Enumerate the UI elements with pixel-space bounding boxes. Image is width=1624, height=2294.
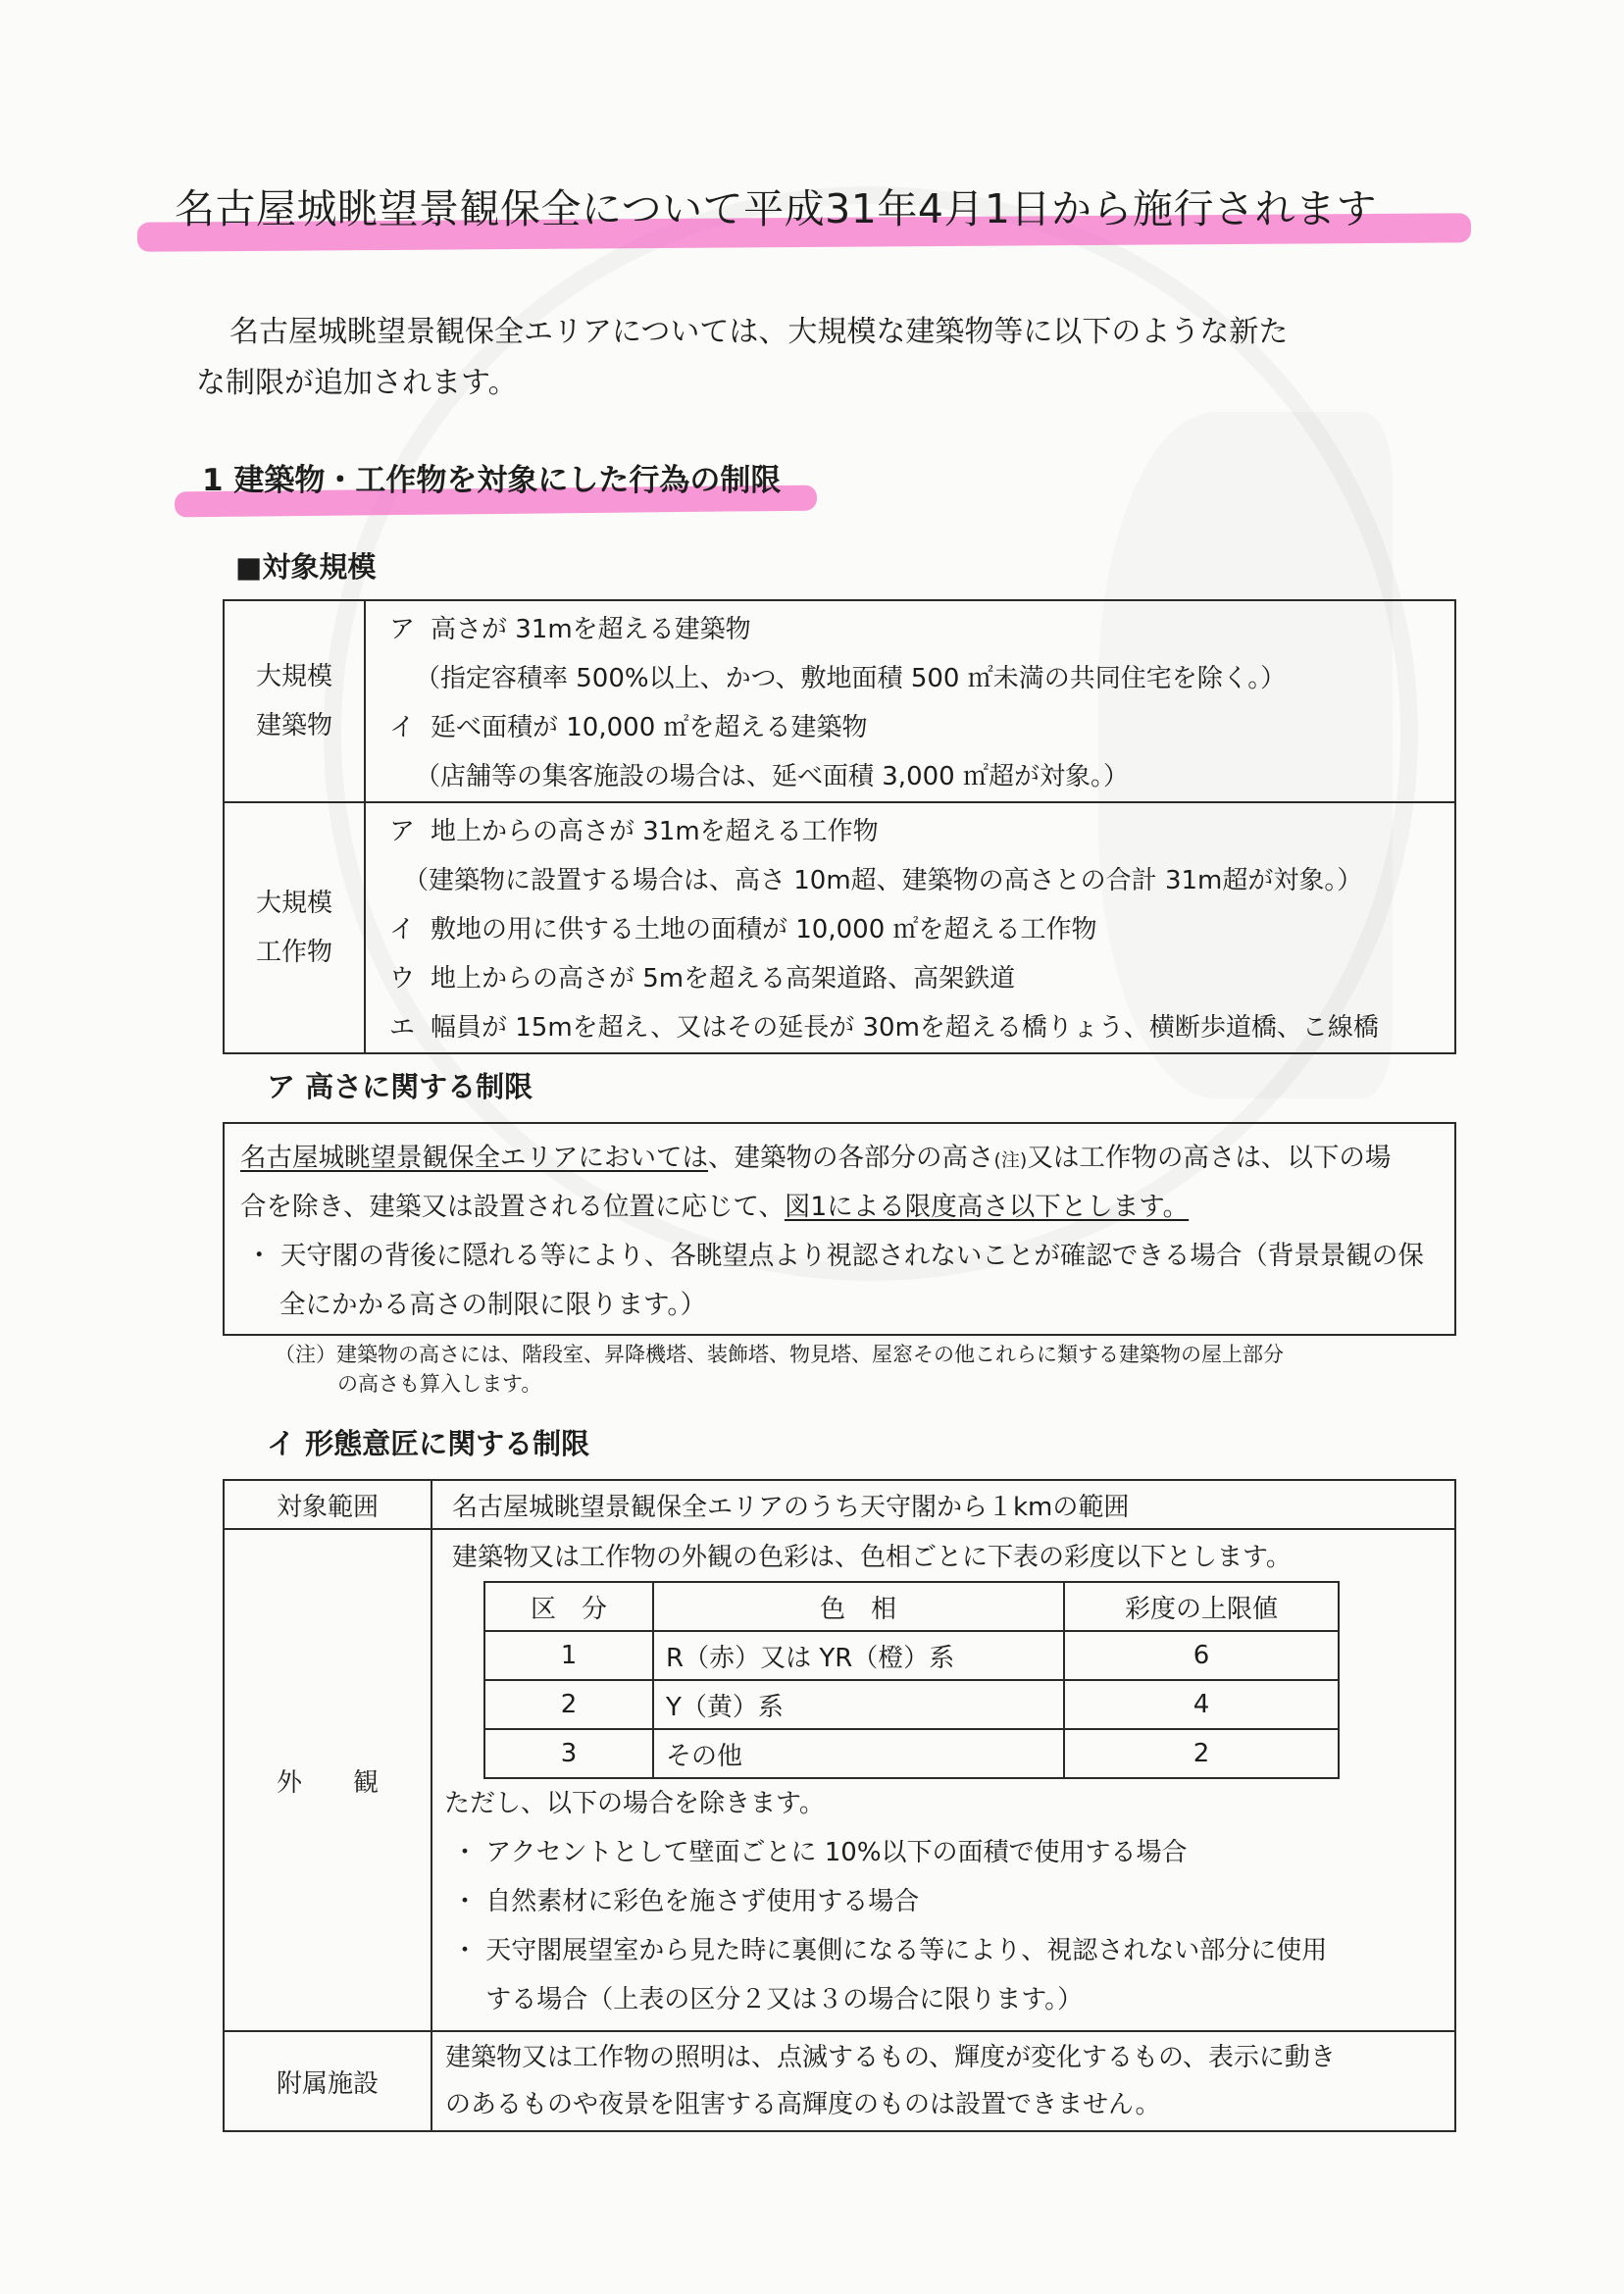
color-table-header <box>484 1582 1339 1631</box>
table-cell: 2 <box>484 1680 653 1729</box>
intro-line-2: な制限が追加されます。 <box>196 366 518 400</box>
note-line-2: の高さも算入します。 <box>337 1372 542 1396</box>
table-cell: R（赤）又は YR（橙）系 <box>653 1631 1064 1680</box>
height-note <box>275 1340 1284 1399</box>
structure-line-u <box>366 954 1454 1003</box>
design-heading: イ 形態意匠に関する制限 <box>267 1427 590 1460</box>
table-row-building <box>224 600 1455 802</box>
item-text: 高さが 31mを超える建築物 <box>431 615 751 644</box>
height-box-bullet-cont: 全にかかる高さの制限に限ります。） <box>279 1290 707 1320</box>
underlined-text: 図1による限度高さ以下とします。 <box>784 1192 1190 1222</box>
table-row-appearance <box>224 1529 1455 2031</box>
page-title: 名古屋城眺望景観保全について平成31年4月1日から施行されます <box>175 185 1378 232</box>
height-box-line-2 <box>240 1185 1189 1223</box>
table-row <box>484 1729 1339 1778</box>
color-table <box>483 1581 1340 1779</box>
height-box-bullet: ・ 天守閣の背後に隠れる等により、各眺望点より視認されないことが確認できる場合（背景景観の保 <box>246 1241 1424 1271</box>
structure-head-line-1: 大規模 <box>255 889 332 918</box>
table-row-range <box>224 1480 1455 1529</box>
text: 、建築物の各部分の高さ <box>708 1143 994 1173</box>
exception-item: ・ アクセントとして壁面ごとに 10%以下の面積で使用する場合 <box>452 1838 1188 1867</box>
item-text: 敷地の用に供する土地の面積が 10,000 ㎡を超える工作物 <box>431 915 1097 944</box>
appearance-head: 外 観 <box>224 1529 431 2031</box>
item-marker: ウ <box>388 964 415 994</box>
item-text: （建築物に設置する場合は、高さ 10m超、建築物の高さとの合計 31m超が対象。） <box>403 866 1363 895</box>
item-text: （店舗等の集客施設の場合は、延べ面積 3,000 ㎡超が対象。） <box>415 762 1129 791</box>
building-line-a <box>366 605 1454 654</box>
header-cell: 区 分 <box>484 1582 653 1631</box>
text: 合を除き、建築又は設置される位置に応じて、 <box>240 1192 785 1222</box>
height-restriction-box <box>223 1122 1456 1336</box>
design-table <box>223 1479 1456 2132</box>
underlined-text: 名古屋城眺望景観保全エリアにおいては <box>240 1143 708 1173</box>
item-marker: ア <box>388 817 415 846</box>
table-cell: 1 <box>484 1631 653 1680</box>
table-row <box>484 1631 1339 1680</box>
building-head-line-1: 大規模 <box>255 662 332 691</box>
table-cell: Y（黄）系 <box>653 1680 1064 1729</box>
note-marker: (注) <box>993 1149 1028 1171</box>
scale-subheading: ■対象規模 <box>235 550 377 584</box>
appearance-body <box>431 1529 1455 2031</box>
facility-body <box>431 2031 1455 2131</box>
exceptions-intro: ただし、以下の場合を除きます。 <box>444 1789 825 1818</box>
structure-criteria <box>365 802 1455 1053</box>
range-text: 名古屋城眺望景観保全エリアのうち天守閣から１kmの範囲 <box>431 1480 1455 1529</box>
table-cell: 3 <box>484 1729 653 1778</box>
table-row-facility <box>224 2031 1455 2131</box>
header-cell: 色 相 <box>653 1582 1064 1631</box>
facility-line-1: 建築物又は工作物の照明は、点滅するもの、輝度が変化するもの、表示に動き <box>445 2043 1336 2072</box>
table-cell: 6 <box>1064 1631 1339 1680</box>
item-text: 地上からの高さが 31mを超える工作物 <box>431 817 879 846</box>
structure-line-a-note <box>366 856 1454 905</box>
range-head: 対象範囲 <box>224 1480 431 1529</box>
building-head <box>224 600 365 802</box>
item-text: 延べ面積が 10,000 ㎡を超える建築物 <box>431 713 868 742</box>
appearance-intro: 建築物又は工作物の外観の色彩は、色相ごとに下表の彩度以下とします。 <box>452 1543 1292 1572</box>
table-cell: 2 <box>1064 1729 1339 1778</box>
item-marker: ア <box>388 615 415 644</box>
facility-line-2: のあるものや夜景を阻害する高輝度のものは設置できません。 <box>445 2090 1161 2119</box>
exception-item: ・ 自然素材に彩色を施さず使用する場合 <box>452 1887 920 1916</box>
height-heading: ア 高さに関する制限 <box>267 1070 533 1103</box>
structure-line-i <box>366 905 1454 954</box>
item-marker: イ <box>388 713 415 742</box>
item-marker: エ <box>388 1013 415 1043</box>
building-line-i-note <box>366 752 1454 801</box>
item-text: 幅員が 15mを超え、又はその延長が 30mを超える橋りょう、横断歩道橋、こ線橋 <box>431 1013 1379 1043</box>
header-cell: 彩度の上限値 <box>1064 1582 1339 1631</box>
table-row-structure <box>224 802 1455 1053</box>
building-criteria <box>365 600 1455 802</box>
structure-head-line-2: 工作物 <box>255 938 332 967</box>
section-1-heading: 1 建築物・工作物を対象にした行為の制限 <box>202 463 782 498</box>
building-head-line-2: 建築物 <box>255 711 332 740</box>
structure-line-a <box>366 807 1454 856</box>
intro-line-1: 名古屋城眺望景観保全エリアについては、大規模な建築物等に以下のような新た <box>229 315 1289 349</box>
text: 又は工作物の高さは、以下の場 <box>1027 1143 1392 1173</box>
building-line-a-note <box>366 654 1454 703</box>
structure-head <box>224 802 365 1053</box>
item-marker: イ <box>388 915 415 944</box>
building-line-i <box>366 703 1454 752</box>
note-line-1: （注）建築物の高さには、階段室、昇降機塔、装飾塔、物見塔、屋窓その他これらに類する建築物の屋上部分 <box>275 1343 1284 1366</box>
height-box-line-1 <box>240 1136 1391 1174</box>
exception-item: ・ 天守閣展望室から見た時に裏側になる等により、視認されない部分に使用 <box>452 1936 1328 1965</box>
item-text: 地上からの高さが 5mを超える高架道路、高架鉄道 <box>431 964 1016 994</box>
exception-item: する場合（上表の区分２又は３の場合に限ります。） <box>452 1985 1084 2014</box>
facility-head: 附属施設 <box>224 2031 431 2131</box>
table-row <box>484 1680 1339 1729</box>
intro-paragraph <box>196 307 1446 409</box>
structure-line-e <box>366 1003 1454 1052</box>
table-cell: 4 <box>1064 1680 1339 1729</box>
table-cell: その他 <box>653 1729 1064 1778</box>
scale-table <box>223 599 1456 1054</box>
item-text: （指定容積率 500%以上、かつ、敷地面積 500 ㎡未満の共同住宅を除く。） <box>415 664 1287 693</box>
